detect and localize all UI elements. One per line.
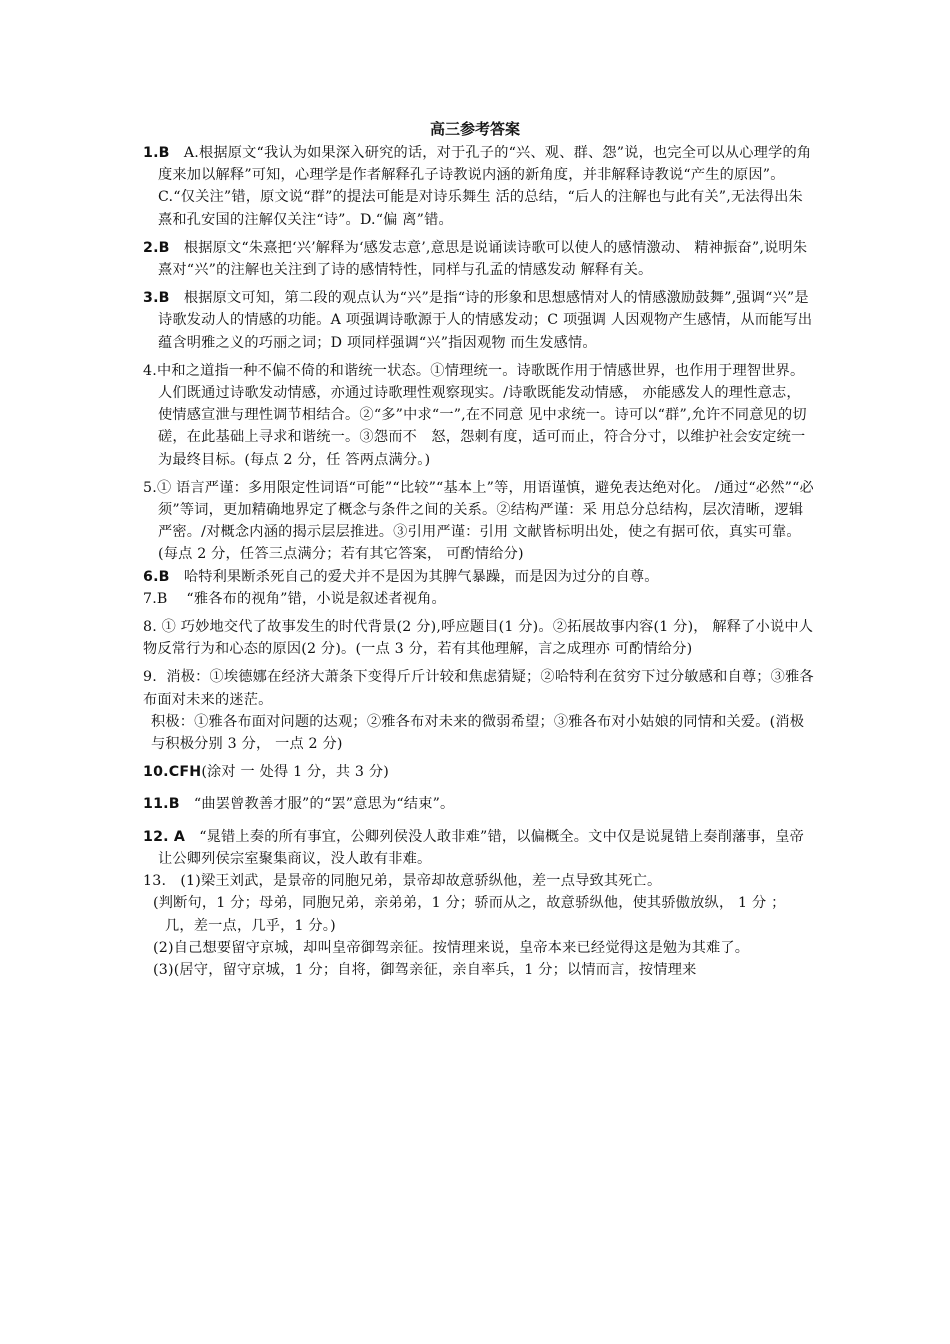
answer-11-text: “曲罢曾教善才服”的“罢”意思为“结束”。: [193, 796, 455, 813]
page-title: 高三参考答案: [429, 120, 520, 138]
answer-3: [143, 287, 815, 354]
answer-4-text: 中和之道指一种不偏不倚的和谐统一状态。①情理统一。诗歌既作用于情感世界，也作用于理智世界。人们既通过诗歌发动情感，亦通过诗歌理性观察现实。/诗歌既能发动情感， 亦能感发人的理性意志，使情感宣泄与理性调节相结合。②“多”中求“一”,在不同意 见中求统一。诗可以“群”,允许不同意见的切磋，在此基础上寻求和谐统一。③怨而不 怒，怨刺有度，适可而止，符合分寸，以维护社会安定统一为最终目标。(每点 2 分，任 答两点满分。): [156, 362, 807, 468]
answer-6-text: 哈特利果断杀死自己的爱犬并不是因为其脾气暴躁，而是因为过分的自尊。: [183, 568, 659, 585]
answer-7: [143, 588, 815, 610]
answer-6: [143, 566, 815, 588]
answer-13-part-1-notes: [143, 892, 815, 936]
answer-5: [143, 477, 815, 566]
answer-4: [143, 360, 815, 471]
answer-13-line-2: (2)自己想要留守京城，却叫皇帝御驾亲征。按情理来说，皇帝本来已经觉得这是勉为其难了。: [153, 939, 750, 956]
answer-9-number: 9.: [143, 669, 157, 686]
answer-2-number: 2.B: [143, 239, 170, 256]
answer-8-number: 8.: [143, 619, 157, 636]
answer-13-part-1: [143, 870, 815, 892]
answer-12-number: 12. A: [143, 828, 186, 845]
answer-2-text: 根据原文“朱熹把‘兴’解释为‘感发志意’,意思是说诵读诗歌可以使人的感情激动、 精神振奋”,说明朱熹对“兴”的注解也关注到了诗的感情特性，同样与孔孟的情感发动 解释有关。: [158, 239, 808, 279]
answer-12-text: “晁错上奏的所有事宜，公卿列侯没人敢非难”错，以偏概全。文中仅是说晁错上奏削藩事，皇帝让公卿列侯宗室聚集商议，没人敢有非难。: [158, 828, 804, 867]
answer-1-text: A.根据原文“我认为如果深入研究的话，对于孔子的“兴、观、群、怨”说，也完全可以从心理学的角度来加以解释”可知，心理学是作者解释孔子诗教说内涵的新角度，并非解释诗教说“产生的原因”。C.“仅关注”错，原文说“群”的提法可能是对诗乐舞生 活的总结，“后人的注解也与此有关”,无法得出朱熹和孔安国的注解仅关注“诗”。D.“偏 离”错。: [158, 145, 812, 228]
answer-5-number: 5.: [143, 479, 157, 496]
answer-5-text: ① 语言严谨：多用限定性词语“可能”“比较”“基本上”等，用语谨慎，避免表达绝对化。 /通过“必然”“必须”等词，更加精确地界定了概念与条件之间的关系。②结构严谨：采 用总分总结构，层次清晰，逻辑严密。/对概念内涵的揭示层层推进。③引用严谨：引用 文献皆标明出处，使之有据可依，真实可靠。(每点 2 分，任答三点满分；若有其它答案， 可酌情给分): [156, 479, 814, 563]
answer-11: [143, 793, 815, 815]
answer-3-text: 根据原文可知，第二段的观点认为“兴”是指“诗的形象和思想感情对人的情感激励鼓舞”,强调“兴”是诗歌发动人的情感的功能。A 项强调诗歌源于人的情感发动；C 项强调 人因观物产生感情，从而能写出蕴含明雅之义的巧丽之词；D 项同样强调“兴”指因观物 而生发感情。: [158, 290, 813, 351]
answer-10-text: (涂对 一 处得 1 分，共 3 分): [201, 764, 389, 781]
answer-8: [143, 616, 815, 660]
answer-7-number: 7.B: [143, 590, 168, 607]
answer-3-number: 3.B: [143, 290, 170, 307]
answer-1: [143, 142, 815, 231]
answer-13-line-1-notes: (判断句，1 分；母弟，同胞兄弟，亲弟弟，1 分；骄而从之，故意骄纵他，使其骄傲放纵， 1 分 ； 几，差一点，几乎，1 分。): [153, 895, 786, 934]
answer-6-number: 6.B: [143, 568, 170, 585]
answer-2: [143, 237, 815, 281]
answer-4-number: 4.: [143, 362, 157, 379]
answer-13-part-3: [143, 959, 815, 981]
answer-9-positive-text: 积极：①雅各布面对问题的达观；②雅各布对未来的微弱希望；③雅各布对小姑娘的同情和关爱。(消极与积极分别 3 分， 一点 2 分): [151, 713, 805, 753]
answer-9-positive: [143, 711, 815, 755]
answer-13-part-2: [143, 937, 815, 959]
answer-7-text: “雅各布的视角”错，小说是叙述者视角。: [186, 590, 446, 607]
answer-8-text: ① 巧妙地交代了故事发生的时代背景(2 分),呼应题目(1 分)。②拓展故事内容(1 分)， 解释了小说中人物反常行为和心态的原因(2 分)。(一点 3 分，若有其他理解，言之成理亦 可酌情给分): [143, 619, 814, 658]
answer-content: [143, 142, 815, 981]
answer-13-line-1: (1)梁王刘武，是景帝的同胞兄弟，景帝却故意骄纵他，差一点导致其死亡。: [180, 873, 662, 890]
answer-13-number: 13.: [143, 873, 167, 890]
answer-1-number: 1.B: [143, 145, 170, 161]
answer-10-number: 10.CFH: [143, 764, 202, 781]
answer-9-negative-text: 消极：①埃德娜在经济大萧条下变得斤斤计较和焦虑猜疑；②哈特利在贫穷下过分敏感和自尊；③雅各布面对未来的迷茫。: [143, 669, 814, 708]
answer-12: [143, 826, 815, 870]
answer-13-line-3: (3)(居守，留守京城，1 分；自将，御驾亲征，亲自率兵，1 分；以情而言，按情理来: [153, 961, 697, 978]
answer-9-negative: [143, 666, 815, 710]
answer-11-number: 11.B: [143, 796, 180, 813]
answer-10: [143, 761, 815, 783]
